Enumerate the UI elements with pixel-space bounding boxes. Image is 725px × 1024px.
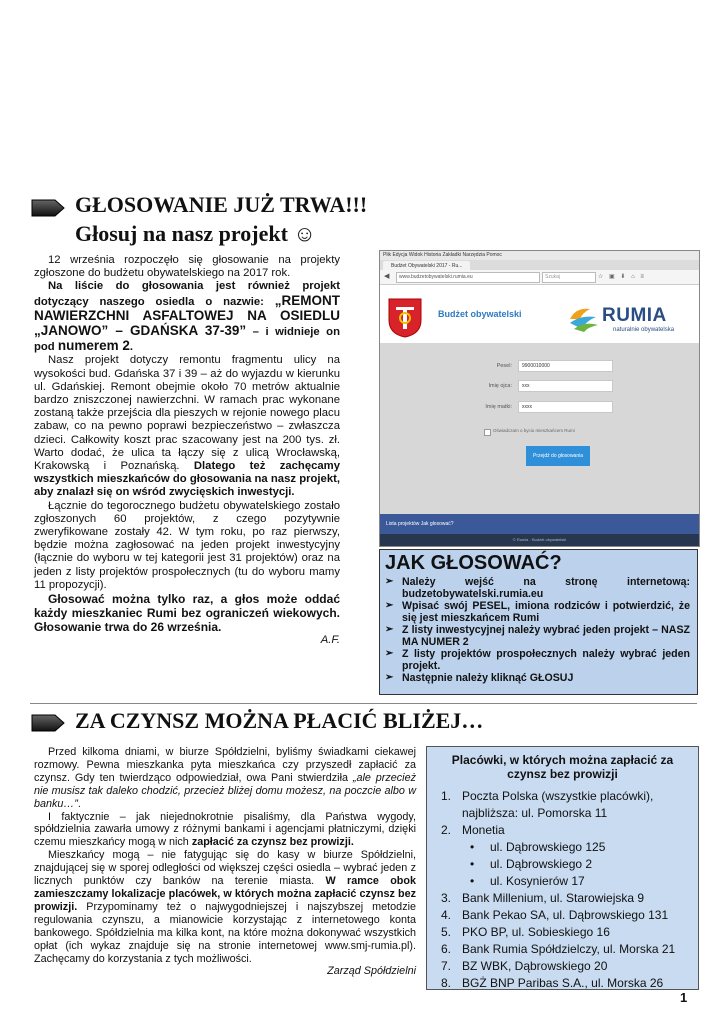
list-item: najbliższa: ul. Pomorska 11	[462, 806, 608, 820]
section1-title: GŁOSOWANIE JUŻ TRWA!!!	[75, 192, 368, 217]
paragraph: Mieszkańcy mogą – nie fatygując się do kasy w biurze Spółdzielni, znajdującej się w sporej odległości od większej części osiedla – wybrać jeden z licznych punktów czy banków na terenie miasta. W ramce obok zamieszczamy lokalizacje placówek, w których można zapłacić czynsz bez prowizji. Przypominamy też o najwygodniejszej i najszybszej metodzie regulowania czynszu, a mianowicie korzystając z internetowego konta bankowego. Spółdzielnia ma kilka kont, na które można dokonywać wszystkich opłat (ich wykaz znajduje się na stronie internetowej www.smj-rumia.pl). Zachęcamy do korzystania z tych możliwości.	[34, 849, 416, 965]
paragraph: Łącznie do tegorocznego budżetu obywatelskiego zostało zgłoszonych 60 projektów, z czego pozytywnie zweryfikowane zostały 42. W tym roku, po raz pierwszy, będzie można zagłosować na jeden projekt inwestycyjny (łącznie do wyboru w tej kategorii jest 31 projektów) oraz na jeden z listy projektów prospołecznych (tu do wyboru mamy 11 propozycji).	[34, 499, 340, 591]
search-field: Szukaj	[542, 272, 596, 283]
how-to-vote-box	[379, 549, 698, 695]
arrow-bullet-icon: ➢	[385, 672, 394, 683]
toolbar-icons: ☆ ▣ ⬇ ⌂ ≡	[598, 274, 646, 280]
pesel-label: Pesel:	[496, 363, 512, 369]
browser-menubar: Plik Edycja Widok Historia Zakładki Narzędzia Pomoc	[380, 251, 699, 260]
site-title: Budżet obywatelski	[438, 309, 522, 319]
list-subitem: • ul. Dąbrowskiego 125	[470, 840, 606, 854]
section-divider	[30, 703, 697, 704]
list-item: ➢ Należy wejść na stronę internetową: budzetobywatelski.rumia.eu	[385, 576, 690, 600]
list-subitem: • ul. Dąbrowskiego 2	[470, 857, 593, 871]
bullet-icon: •	[470, 874, 475, 888]
list-item: ➢ Z listy inwestycyjnej należy wybrać jeden projekt – NASZ MA NUMER 2	[385, 624, 690, 648]
coat-of-arms-icon	[388, 298, 422, 338]
how-to-vote-steps	[385, 576, 690, 684]
resident-checkbox-label: Oświadczam o byciu mieszkańcem Rumi	[493, 428, 575, 433]
signature: A.F.	[320, 634, 340, 647]
login-form	[380, 343, 699, 514]
arrow-bullet-icon: ➢	[385, 648, 394, 659]
back-icon: ◀	[384, 273, 390, 280]
section1-article	[34, 254, 340, 647]
bullet-icon: •	[470, 840, 475, 854]
rumia-logo-icon	[568, 305, 600, 333]
signature: Zarząd Spółdzielni	[327, 965, 416, 978]
site-footer-copyright: © Rumia · Budżet obywatelski	[380, 534, 699, 546]
section1-subtitle: Głosuj na nasz projekt ☺	[75, 221, 316, 246]
pesel-field: 9900010000	[518, 360, 613, 372]
page-number: 1	[680, 990, 688, 1005]
arrow-bullet-icon: ➢	[385, 624, 394, 635]
go-to-vote-button: Przejdź do głosowania	[526, 446, 590, 466]
list-item: 1. Poczta Polska (wszystkie placówki),	[441, 789, 654, 803]
brand-name: RUMIA	[602, 305, 667, 326]
list-item: 7. BZ WBK, Dąbrowskiego 20	[441, 959, 608, 973]
list-item: 2. Monetia	[441, 823, 505, 837]
section2-article	[34, 746, 416, 978]
arrow-bullet-icon: ➢	[385, 576, 394, 587]
list-item: ➢ Wpisać swój PESEL, imiona rodziców i potwierdzić, że się jest mieszkańcem Rumi	[385, 600, 690, 624]
website-screenshot	[379, 250, 700, 547]
father-name-label: Imię ojca:	[488, 383, 512, 389]
list-subitem: • ul. Kosynierów 17	[470, 874, 585, 888]
payment-locations-box	[426, 746, 699, 990]
paragraph: 12 września rozpoczęło się głosowanie na projekty zgłoszone do budżetu obywatelskiego na 2017 rok.	[34, 254, 340, 280]
paragraph: Głosować można tylko raz, a głos może oddać każdy mieszkaniec Rumi bez ograniczeń wiekowych. Głosowanie trwa do 26 września.	[34, 592, 340, 635]
list-item: ➢ Następnie należy kliknąć GŁOSUJ	[385, 672, 574, 684]
mother-name-field: xxxx	[518, 401, 613, 413]
list-item: 3. Bank Millenium, ul. Starowiejska 9	[441, 891, 645, 905]
bullet-icon: •	[470, 857, 475, 871]
site-header	[380, 285, 699, 343]
how-to-vote-title: JAK GŁOSOWAĆ?	[385, 552, 562, 574]
list-item: ➢ Z listy projektów prospołecznych należy wybrać jeden projekt.	[385, 648, 690, 672]
mother-name-label: Imię matki:	[485, 404, 512, 410]
browser-toolbar	[380, 270, 699, 285]
father-name-field: xxx	[518, 380, 613, 392]
arrow-bullet-icon	[31, 712, 65, 734]
url-field: www.budzetobywatelski.rumia.eu	[396, 272, 540, 283]
list-item: 6. Bank Rumia Spółdzielczy, ul. Morska 21	[441, 942, 676, 956]
section2-title: ZA CZYNSZ MOŻNA PŁACIĆ BLIŻEJ…	[75, 708, 484, 733]
brand-tagline: naturalnie obywatelska	[613, 327, 675, 333]
browser-tab: Budżet Obywatelski 2017 - Ru...	[383, 261, 470, 270]
paragraph: Nasz projekt dotyczy remontu fragmentu ulicy na wysokości bud. Gdańska 37 i 39 – aż do wyjazdu w kierunku ul. Gdańskiej. Remont obejmie około 70 metrów aktualnie bardzo zniszczonej nawierzchni. W ramach prac wykonane zostaną także przejścia dla pieszych w rejonie nowego placu zabaw, co na pewno poprawi bezpieczeństwo – zwłaszcza dzieci. Całkowity koszt prac szacowany jest na 200 tys. zł. Warto dodać, że ulica ta łączy się z ulicą Wrocławską, Krakowską i Poznańską. Dlatego też zachęcamy wszystkich mieszkańców do głosowania na nasz projekt, aby znalazł się on wśród zwycięskich inwestycji.	[34, 354, 340, 499]
arrow-bullet-icon: ➢	[385, 600, 394, 611]
paragraph: Przed kilkoma dniami, w biurze Spółdzielni, byliśmy świadkami ciekawej rozmowy. Pewna mieszkanka pyta mieszkańca czy przyszedł zapłacić za czynsz. Gdy ten twierdząco odpowiedział, owa Pani stwierdziła „ale przecież nie musisz tak daleko chodzić, przecież bliżej domu możesz, na poczcie albo w banku…”.	[34, 746, 416, 810]
arrow-bullet-icon	[31, 197, 65, 219]
site-footer-links: Lista projektów Jak głosować?	[380, 514, 700, 534]
list-item: 8. BGŻ BNP Paribas S.A., ul. Morska 26	[441, 976, 664, 990]
list-item: 4. Bank Pekao SA, ul. Dąbrowskiego 131	[441, 908, 669, 922]
payment-locations-title: Placówki, w których można zapłacić za czynsz bez prowizji	[451, 753, 674, 781]
browser-tabbar	[380, 260, 699, 270]
resident-checkbox	[484, 429, 491, 436]
paragraph: I faktycznie – jak niejednokrotnie pisaliśmy, dla Państwa wygody, spółdzielnia zawarła umowy z różnymi bankami i agencjami płatniczymi, dzięki czemu mieszkańcy mogą w nich zapłacić za czynsz bez prowizji.	[34, 810, 416, 849]
list-item: 5. PKO BP, ul. Sobieskiego 16	[441, 925, 610, 939]
paragraph: Na liście do głosowania jest również projekt dotyczący naszego osiedla o nazwie: „REMONT NAWIERZCHNI ASFALTOWEJ NA OSIEDLU „JANOWO” – GDAŃSKA 37-39” – i widnieje on pod numerem 2.	[34, 280, 340, 354]
